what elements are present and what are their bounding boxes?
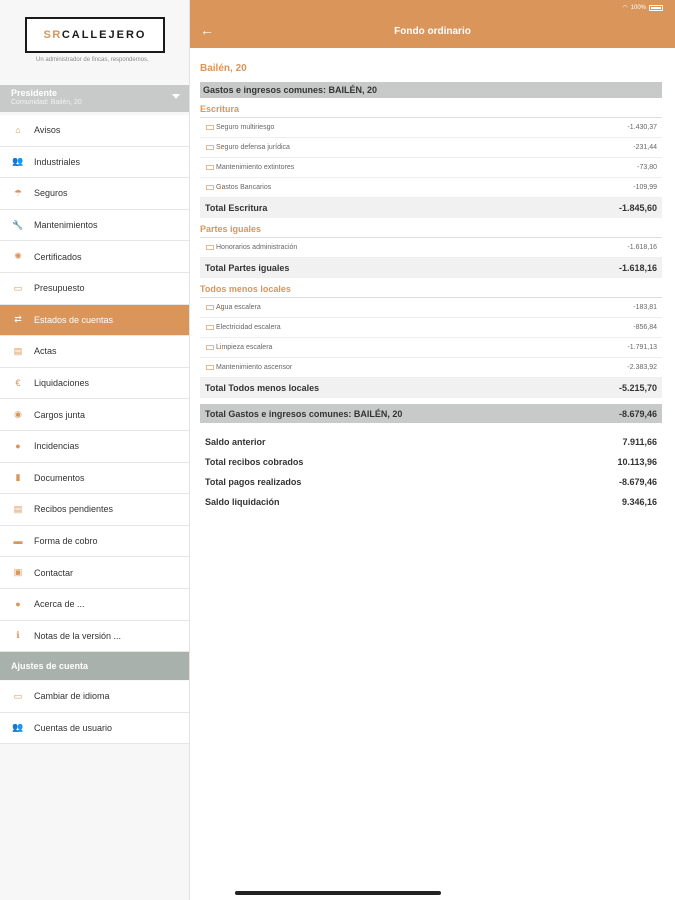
summary-row: [200, 452, 662, 472]
alert-icon: ●: [15, 441, 21, 452]
folder-icon: [206, 165, 214, 170]
category-total-value: -1.618,16: [618, 263, 657, 273]
summary-label: Saldo liquidación: [205, 497, 280, 507]
grand-total-row: [200, 404, 662, 423]
users-icon: 👥: [12, 722, 24, 733]
certificate-icon: ✺: [14, 251, 22, 262]
folder-icon: [206, 125, 214, 130]
sidebar-item-acerca-de[interactable]: [0, 589, 189, 621]
sidebar-item-actas[interactable]: [0, 336, 189, 368]
expense-row[interactable]: [200, 238, 662, 258]
sidebar: [0, 0, 190, 900]
summary: [200, 432, 662, 512]
contact-card-icon: ▣: [13, 567, 23, 578]
sidebar-item-label: Documentos: [34, 472, 85, 483]
summary-row: [200, 432, 662, 452]
expense-label: Gastos Bancarios: [216, 184, 272, 191]
wrench-icon: 🔧: [12, 219, 24, 230]
logo-area: [0, 0, 189, 82]
sidebar-item-label: Incidencias: [34, 441, 80, 452]
expense-row[interactable]: [200, 298, 662, 318]
expense-label: Seguro multiriesgo: [216, 124, 275, 131]
folder-icon: [206, 365, 214, 370]
category-total-row: [200, 378, 662, 398]
sidebar-item-mantenimientos[interactable]: [0, 210, 189, 242]
expense-value: -1.791,13: [627, 344, 657, 351]
info-circle-icon: ●: [15, 599, 21, 610]
role-subtitle: Comunidad: Bailén, 20: [11, 99, 82, 106]
sidebar-item-label: Estados de cuentas: [34, 314, 114, 325]
home-indicator[interactable]: [235, 891, 441, 895]
group-title: Gastos e ingresos comunes: BAILÉN, 20: [200, 82, 662, 98]
expense-label-wrap: [206, 304, 261, 311]
role-title: Presidente: [11, 88, 58, 98]
status-bar: [622, 4, 663, 11]
folder-icon: [206, 185, 214, 190]
expense-label-wrap: [206, 244, 297, 251]
sidebar-item-recibos-pendientes[interactable]: [0, 494, 189, 526]
sidebar-item-label: Recibos pendientes: [34, 504, 114, 515]
page-title: Fondo ordinario: [394, 26, 471, 37]
sidebar-item-label: Seguros: [34, 188, 68, 199]
summary-row: [200, 492, 662, 512]
sidebar-item-cambiar-de-idioma[interactable]: [0, 681, 189, 713]
info-icon: ℹ: [16, 630, 20, 641]
expense-label: Mantenimiento ascensor: [216, 364, 293, 371]
expense-label-wrap: [206, 164, 294, 171]
sidebar-item-label: Cuentas de usuario: [34, 722, 113, 733]
role-selector[interactable]: [0, 85, 189, 112]
community-address: Bailén, 20: [200, 63, 247, 74]
summary-label: Total recibos cobrados: [205, 457, 304, 467]
category-total-row: [200, 258, 662, 278]
expense-value: -73,80: [637, 164, 657, 171]
sidebar-item-cuentas-de-usuario[interactable]: [0, 713, 189, 745]
sidebar-item-documentos[interactable]: [0, 463, 189, 495]
folder-icon: [206, 145, 214, 150]
receipt-icon: ▤: [13, 503, 23, 514]
sidebar-item-label: Cargos junta: [34, 409, 86, 420]
sidebar-item-label: Notas de la versión ...: [34, 630, 122, 641]
sidebar-item-notas-de-la-version[interactable]: [0, 621, 189, 653]
expense-label: Honorarios administración: [216, 244, 298, 251]
expense-label-wrap: [206, 324, 281, 331]
sidebar-item-label: Avisos: [34, 125, 61, 136]
battery-icon: [649, 5, 663, 11]
sidebar-item-avisos[interactable]: [0, 115, 189, 147]
people-icon: 👥: [12, 156, 24, 167]
expense-label-wrap: [206, 344, 272, 351]
sidebar-item-label: Cambiar de idioma: [34, 691, 110, 702]
summary-label: Saldo anterior: [205, 437, 266, 447]
expense-row[interactable]: [200, 318, 662, 338]
summary-value: 7.911,66: [622, 437, 657, 447]
expense-label-wrap: [206, 184, 271, 191]
euro-icon: €: [15, 378, 21, 389]
exchange-icon: ⇄: [14, 314, 22, 325]
expense-value: -231,44: [633, 144, 657, 151]
category-header: Todos menos locales: [200, 284, 662, 298]
category-total-row: [200, 198, 662, 218]
document-icon: ▤: [13, 345, 23, 356]
sidebar-item-label: Forma de cobro: [34, 536, 98, 547]
sidebar-item-label: Presupuesto: [34, 283, 85, 294]
category-header: Partes iguales: [200, 224, 662, 238]
summary-value: 10.113,96: [617, 457, 657, 467]
expense-label-wrap: [206, 124, 274, 131]
sidebar-item-certificados[interactable]: [0, 241, 189, 273]
sidebar-item-label: Industriales: [34, 156, 81, 167]
sidebar-item-label: Mantenimientos: [34, 220, 98, 231]
expense-value: -1.618,16: [627, 244, 657, 251]
expense-value: -2.383,92: [627, 364, 657, 371]
expense-row[interactable]: [200, 338, 662, 358]
logo-main: CALLEJERO: [61, 29, 147, 41]
sidebar-item-label: Actas: [34, 346, 57, 357]
categories: [200, 104, 662, 398]
expense-row[interactable]: [200, 358, 662, 378]
sidebar-item-industriales[interactable]: [0, 147, 189, 179]
expense-value: -856,84: [633, 324, 657, 331]
expense-label: Limpieza escalera: [216, 344, 273, 351]
expense-label: Mantenimiento extintores: [216, 164, 295, 171]
sidebar-item-label: Liquidaciones: [34, 378, 90, 389]
folder-icon: [206, 245, 214, 250]
expense-value: -109,99: [633, 184, 657, 191]
sidebar-item-estados-de-cuentas[interactable]: [0, 305, 189, 337]
sidebar-item-contactar[interactable]: [0, 557, 189, 589]
category-header: Escritura: [200, 104, 662, 118]
expense-label: Electricidad escalera: [216, 324, 281, 331]
account-section-header: Ajustes de cuenta: [0, 652, 189, 680]
expense-row[interactable]: [200, 138, 662, 158]
account-menu: [0, 681, 189, 744]
sidebar-menu: [0, 115, 189, 652]
summary-label: Total pagos realizados: [205, 477, 302, 487]
expense-row[interactable]: [200, 158, 662, 178]
category-total-value: -5.215,70: [618, 383, 657, 393]
expense-row[interactable]: [200, 178, 662, 198]
sidebar-item-label: Contactar: [34, 567, 74, 578]
sidebar-item-label: Certificados: [34, 251, 82, 262]
top-bar: [190, 0, 675, 48]
category-total-label: Total Todos menos locales: [205, 383, 320, 393]
folder-icon: [206, 345, 214, 350]
sidebar-item-seguros[interactable]: [0, 178, 189, 210]
category-total-value: -1.845,60: [618, 203, 657, 213]
battery-percent: 100%: [630, 4, 646, 11]
back-arrow-icon[interactable]: ←: [200, 22, 214, 38]
sidebar-item-label: Acerca de ...: [34, 599, 85, 610]
grand-total-label: Total Gastos e ingresos comunes: BAILÉN, 20: [205, 408, 403, 419]
grand-total-value: -8.679,46: [618, 408, 657, 419]
sidebar-item-presupuesto[interactable]: [0, 273, 189, 305]
language-icon: ▭: [13, 690, 23, 701]
card-icon: ▬: [13, 536, 23, 547]
summary-value: -8.679,46: [618, 477, 657, 487]
report-content: [200, 48, 662, 512]
folder-icon: [206, 325, 214, 330]
sidebar-item-liquidaciones[interactable]: [0, 368, 189, 400]
sidebar-item-forma-de-cobro[interactable]: [0, 526, 189, 558]
home-icon: ⌂: [15, 125, 21, 136]
user-circle-icon: ◉: [14, 409, 22, 420]
category-total-label: Total Partes iguales: [205, 263, 290, 273]
expense-value: -183,81: [633, 304, 657, 311]
wifi-icon: ◠: [622, 5, 628, 11]
expense-row[interactable]: [200, 118, 662, 138]
expense-value: -1.430,37: [627, 124, 657, 131]
sidebar-item-incidencias[interactable]: [0, 431, 189, 463]
category-total-label: Total Escritura: [205, 203, 268, 213]
chevron-down-icon: [172, 94, 180, 99]
expense-label: Seguro defensa jurídica: [216, 144, 290, 151]
money-icon: ▭: [13, 282, 23, 293]
logo-tagline: Un administrador de fincas, respondemos.: [36, 57, 149, 63]
umbrella-icon: ☂: [13, 187, 23, 198]
folder-icon: [206, 305, 214, 310]
expense-label: Agua escalera: [216, 304, 261, 311]
expense-label-wrap: [206, 144, 290, 151]
file-icon: ▮: [15, 472, 21, 483]
logo-sr: SR: [43, 29, 62, 41]
expense-label-wrap: [206, 364, 292, 371]
sidebar-item-cargos-junta[interactable]: [0, 399, 189, 431]
logo: [25, 17, 165, 53]
summary-row: [200, 472, 662, 492]
summary-value: 9.346,16: [621, 497, 657, 507]
